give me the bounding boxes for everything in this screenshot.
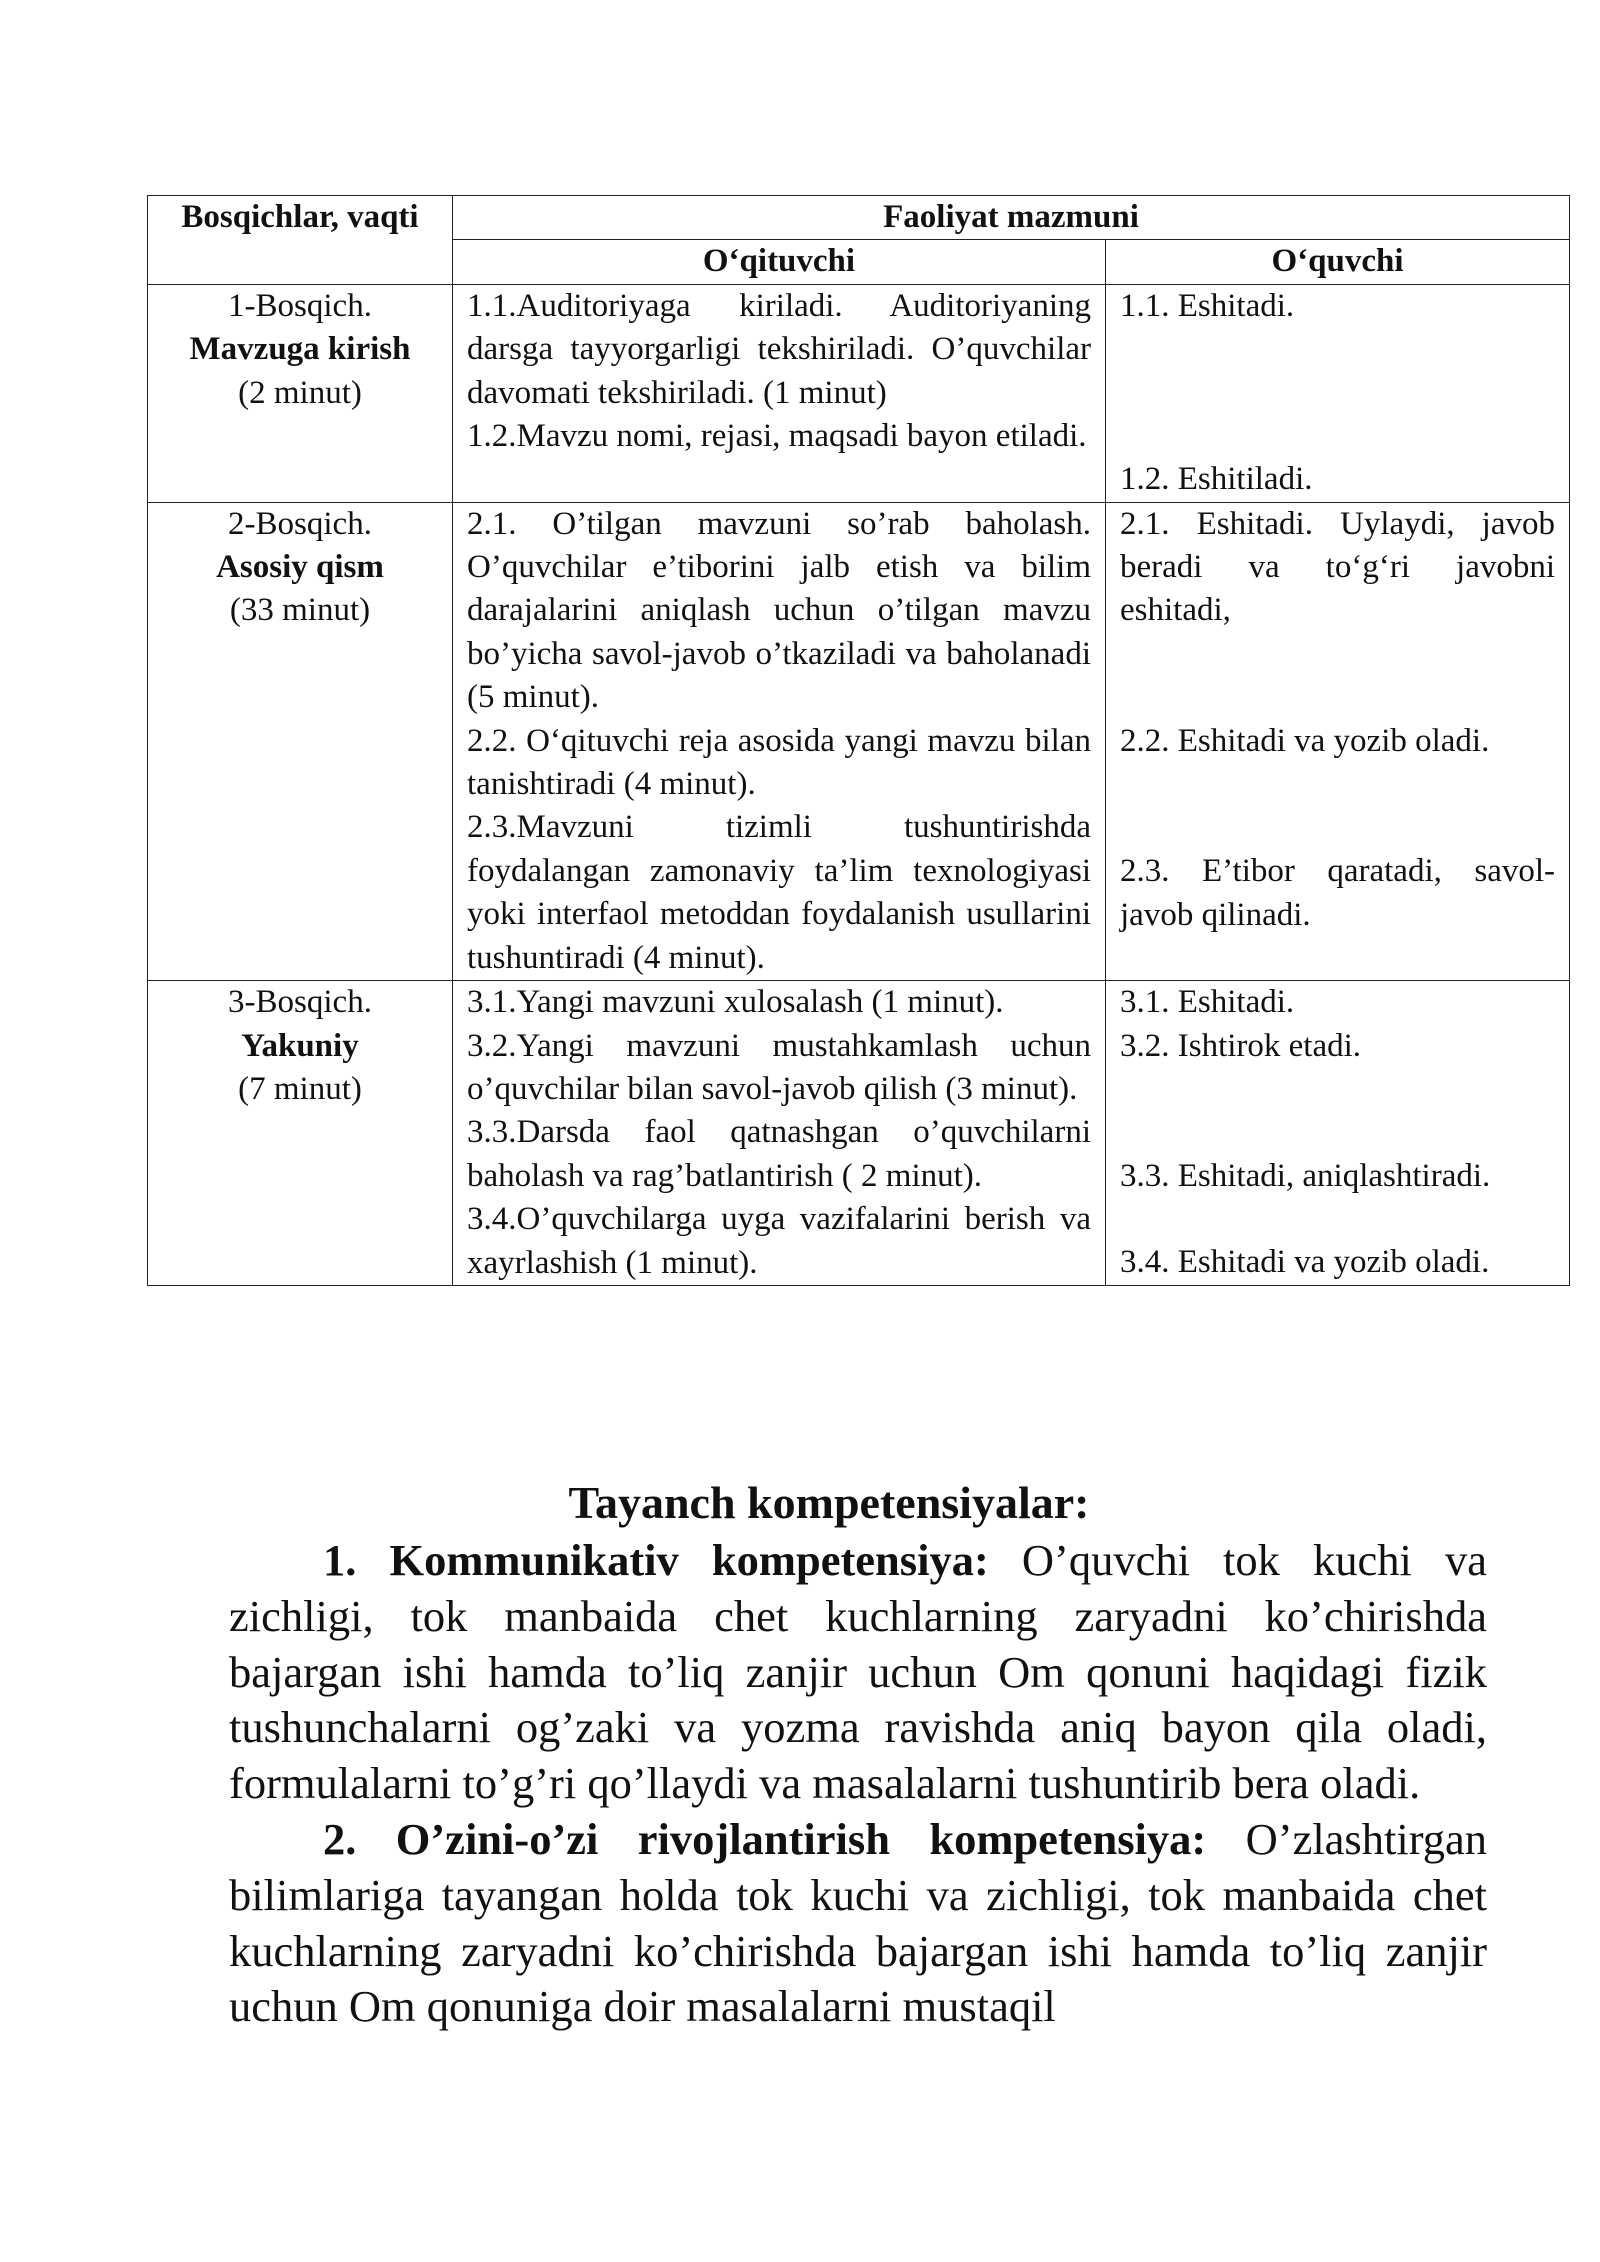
stage-cell [148, 284, 453, 502]
lesson-plan-table [147, 195, 1570, 1286]
teacher-step: 3.2.Yangi mavzuni mustahkamlash uchun o’quvchilar bilan savol-javob qilish (3 minut). [467, 1027, 1091, 1107]
table-header-row [148, 196, 1570, 240]
teacher-step: 1.1.Auditoriyaga kiriladi. Auditoriyaning darsga tayyorgarligi tekshiriladi. O’quvchilar davomati tekshiriladi. (1 minut) [467, 287, 1091, 411]
stage-cell [148, 502, 453, 980]
teacher-cell [453, 981, 1106, 1286]
student-step: 2.2. Eshitadi va yozib oladi. [1120, 722, 1490, 759]
competency-label: 1. Kommunikativ kompetensiya: [323, 1535, 989, 1585]
stage-number: 3-Bosqich. [228, 984, 372, 1021]
stage-time: (2 minut) [238, 374, 362, 411]
header-stages: Bosqichlar, vaqti [148, 196, 453, 285]
teacher-step: 2.2. O‘qituvchi reja asosida yangi mavzu bilan tanishtiradi (4 minut). [467, 722, 1091, 803]
teacher-step: 3.1.Yangi mavzuni xulosalash (1 minut). [467, 984, 1004, 1021]
teacher-step: 2.1. O’tilgan mavzuni so’rab baholash. O’quvchilar e’tiborini jalb etish va bilim darajalarini aniqlash uchun o’tilgan mavzu bo’yicha savol-javob o’tkaziladi va baholanadi (5 minut). [467, 505, 1091, 716]
stage-time: (7 minut) [238, 1070, 362, 1107]
stage-name: Yakuniy [241, 1027, 359, 1064]
competencies-title: Tayanch kompetensiyalar: [568, 1477, 1090, 1528]
header-teacher: O‘qituvchi [453, 240, 1106, 284]
table-row [148, 502, 1570, 980]
student-step: 3.4. Eshitadi va yozib oladi. [1120, 1244, 1490, 1281]
stage-number: 1-Bosqich. [228, 287, 372, 324]
teacher-cell [453, 284, 1106, 502]
header-activity: Faoliyat mazmuni [453, 196, 1570, 240]
competency-text: O’quvchi tok kuchi va zichligi, tok manbaida chet kuchlarning zaryadni ko’chirishda bajargan ishi hamda to’liq zanjir uchun Om qonuni haqidagi fizik tushunchalarni og’zaki va yozma ravishda aniq bayon qila oladi, formulalarni to’g’ri qo’llaydi va masalalarni tushuntirib bera oladi. [229, 1535, 1487, 1809]
student-step: 3.3. Eshitadi, aniqlashtiradi. [1120, 1157, 1491, 1194]
student-step: 3.2. Ishtirok etadi. [1120, 1027, 1362, 1064]
stage-time: (33 minut) [229, 592, 371, 629]
student-step: 1.2. Eshitiladi. [1120, 461, 1313, 498]
student-step: 2.1. Eshitadi. Uylaydi, javob beradi va to‘g‘ri javobni eshitadi, [1120, 505, 1556, 629]
stage-name: Mavzuga kirish [189, 331, 411, 368]
competency-paragraph [229, 1812, 1487, 2035]
student-cell [1106, 981, 1570, 1286]
teacher-step: 3.4.O’quvchilarga uyga vazifalarini berish va xayrlashish (1 minut). [467, 1201, 1091, 1281]
stage-cell [148, 981, 453, 1286]
table-row [148, 981, 1570, 1286]
header-student: O‘quvchi [1106, 240, 1570, 284]
competency-paragraph [229, 1533, 1487, 1812]
competency-label: 2. O’zini-o’zi rivojlantirish kompetensiya: [323, 1813, 1207, 1864]
teacher-step: 2.3.Mavzuni tizimli tushuntirishda foydalangan zamonaviy ta’lim texnologiyasi yoki interfaol metoddan foydalanish usullarini tushuntiradi (4 minut). [467, 809, 1091, 976]
stage-number: 2-Bosqich. [228, 505, 372, 542]
student-cell [1106, 284, 1570, 502]
teacher-step: 3.3.Darsda faol qatnashgan o’quvchilarni baholash va rag’batlantirish ( 2 minut). [467, 1114, 1091, 1194]
teacher-cell [453, 502, 1106, 980]
student-cell [1106, 502, 1570, 980]
competencies-section [229, 1473, 1487, 2035]
teacher-step: 1.2.Mavzu nomi, rejasi, maqsadi bayon etiladi. [467, 418, 1087, 455]
stage-name: Asosiy qism [216, 549, 384, 586]
student-step: 2.3. E’tibor qaratadi, savol-javob qilinadi. [1120, 853, 1556, 933]
student-step: 1.1. Eshitadi. [1120, 287, 1295, 324]
student-step: 3.1. Eshitadi. [1120, 984, 1295, 1021]
table-row [148, 284, 1570, 502]
competency-text: O’zlashtirgan bilimlariga tayangan holda tok kuchi va zichligi, tok manbaida chet kuchlarning zaryadni ko’chirishda bajargan ishi hamda to’liq zanjir uchun Om qonuniga doir masalalarni mustaqil [229, 1813, 1487, 2032]
